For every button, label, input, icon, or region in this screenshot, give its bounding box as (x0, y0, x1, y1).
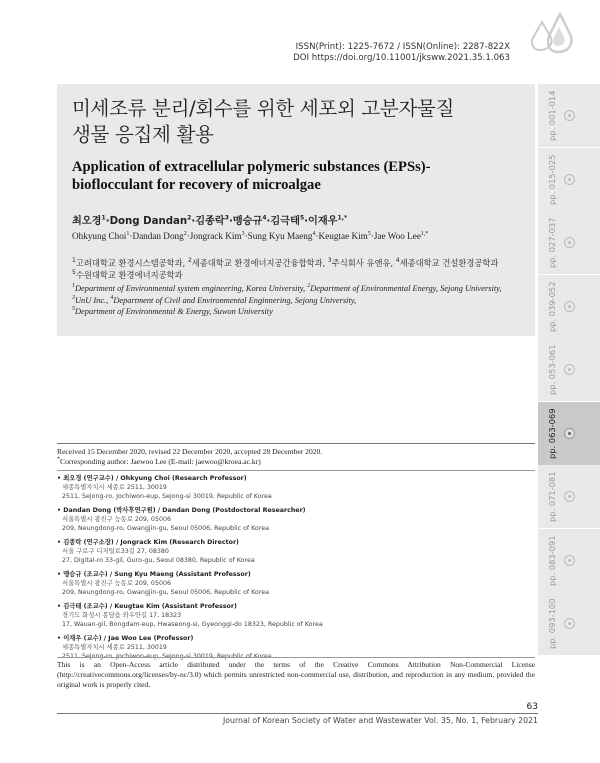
author-detail-name: • 김극태 (조교수) / Keugtae Kim (Assistant Professor) (57, 603, 237, 610)
page-tab[interactable] (538, 592, 600, 655)
page-tab[interactable] (538, 148, 600, 211)
tab-circle-icon (564, 618, 575, 629)
journal-footer: Journal of Korean Society of Water and Wastewater Vol. 35, No. 1, February 2021 (222, 716, 538, 725)
english-title-line: bioflocculant for recovery of microalgae (72, 177, 321, 193)
author-address-en: 209, Neungdong-ro, Gwangjin-gu, Seoul 05006, Republic of Korea (62, 525, 269, 532)
affiliation: 수원대학교 환경에너지공학과 (75, 269, 183, 280)
author-detail (57, 474, 535, 501)
tab-circle-icon (564, 364, 575, 375)
doi-line[interactable]: DOI https://doi.org/10.11001/jksww.2021.35.1.063 (293, 53, 510, 63)
author-address-en: 2511, Sejong-ro, Jochiwon-eup, Sejong-si 30019, Republic of Korea (62, 493, 272, 500)
page-number: 63 (526, 702, 538, 712)
author-detail-name-text: 이재우 (교수) / Jae Woo Lee (Professor) (63, 635, 194, 642)
page-tab-label: pp. 027-037 (547, 217, 557, 268)
tab-circle-icon (564, 491, 575, 502)
author-address-ko: 서울특별시 광진구 능동로 209, 05006 (62, 580, 171, 587)
affiliation: UnU Inc., (75, 295, 111, 305)
author-sup: 1,* (420, 230, 429, 237)
received-dates: Received 15 December 2020, revised 22 December 2020, accepted 28 December 2020. (57, 447, 323, 456)
page-tab[interactable] (538, 275, 600, 338)
korean-title-line: 미세조류 분리/회수를 위한 세포외 고분자물질 (72, 97, 455, 120)
author-sup: 3 (241, 230, 245, 237)
aff-sup: 4 (110, 294, 114, 301)
page-tab[interactable] (538, 84, 600, 147)
aff-sup: 5 (72, 306, 75, 313)
author-sup: 1,* (337, 214, 348, 222)
affiliation: 주식회사 유앤유, (331, 258, 396, 268)
affiliation: Department of Environmental & Energy, Suwon University (75, 307, 273, 316)
author-name: 맹승규 (232, 216, 263, 227)
author-address-ko: 세종특별자치시 세종로 2511, 30019 (62, 644, 167, 651)
author-address-en: 27, Digital-ro 33-gil, Guro-gu, Seoul 08380, Republic of Korea (62, 557, 255, 564)
aff-sup: 1 (72, 283, 75, 290)
issn-line: ISSN(Print): 1225-7672 / ISSN(Online): 2287-822X (295, 42, 510, 52)
license-text: This is an Open-Access article distributed under the terms of the Creative Commons Attribution Non-Commercial License (http://creativecommons.org/licenses/by-nc/3.0) which permits unrestricted non-commercial use, distribution, and reproduction in any medium, provided the original work is properly cited. (57, 660, 535, 689)
author-detail-name: • 이재우 (교수) / Jae Woo Lee (Professor) (57, 635, 194, 642)
page-tab-label: pp. 039-052 (547, 280, 557, 332)
page-tab-active[interactable] (538, 402, 600, 465)
author-address-en: 209, Neungdong-ro, Gwangjin-gu, Seoul 05006, Republic of Korea (62, 589, 269, 596)
author-name: Dong Dandan (109, 216, 188, 227)
author-address-ko: 서울 구로구 디지털로33길 27, 08380 (62, 548, 169, 555)
affiliation: Department of Environmental system engineering, Korea University, (75, 284, 308, 293)
aff-sup: 2 (307, 283, 311, 290)
aff-sup: 3 (72, 294, 75, 301)
aff-sup: 3 (327, 257, 332, 265)
author-detail-name-text: 김종락 (연구소장) / Jongrack Kim (Research Director) (63, 539, 239, 546)
aff-sup: 5 (72, 268, 76, 276)
author-detail-name: • 맹승규 (조교수) / Sung Kyu Maeng (Assistant Professor) (57, 571, 251, 578)
aff-sup: 2 (187, 257, 192, 265)
author-detail (57, 538, 535, 565)
author-address-ko: 경기도 화성시 봉담읍 와우안길 17, 18323 (62, 612, 182, 619)
author-name: 김극태 (270, 216, 300, 227)
page-tab-label: pp. 001-014 (547, 90, 557, 141)
page-tab[interactable] (538, 529, 600, 592)
author-name: 이재우 (308, 216, 338, 227)
aff-sup: 4 (395, 257, 400, 265)
corresponding-text: Corresponding author: Jaewoo Lee (E-mail: jaewoo@kroea.ac.kr) (60, 457, 261, 466)
page-tab-label: pp. 063-069 (547, 407, 557, 459)
author-detail-name-text: 김극태 (조교수) / Keugtae Kim (Assistant Professor) (63, 603, 237, 610)
english-title (72, 158, 522, 194)
page-tab-label: pp. 093-100 (547, 598, 557, 649)
affiliation: 고려대학교 환경시스템공학과, (75, 258, 188, 268)
divider (57, 443, 535, 444)
corresponding-mark: * (57, 456, 60, 463)
author-sup: 1 (101, 214, 106, 222)
author-sup: 5 (367, 230, 371, 237)
page-tab-label: pp. 083-091 (547, 534, 557, 586)
author-sup: 5 (299, 214, 305, 222)
author-detail-name-text: Dandan Dong (박사후연구원) / Dandan Dong (Postdoctoral Researcher) (63, 507, 306, 514)
tab-circle-icon (564, 110, 575, 121)
affiliation: 세종대학교 건설환경공학과 (399, 258, 499, 268)
footer-divider (57, 713, 538, 714)
author-detail (57, 506, 535, 533)
tab-circle-icon (564, 174, 575, 185)
page-tab-label: pp. 053-061 (547, 344, 557, 395)
divider (57, 470, 535, 471)
author-sup: 2 (187, 214, 192, 222)
tab-circle-icon (564, 555, 575, 566)
author-sup: 3 (224, 214, 229, 222)
author-address-en: 2511, Sejong-ro, Jochiwon-eup, Sejong-si 30019, Republic of Korea (62, 653, 272, 660)
author-name: Dandan Dong (132, 231, 184, 241)
divider (57, 657, 535, 658)
korean-author-list: 최오경$^1$·Dong Dandan$^2$·김종락$^3$·맹승규$^4$·김극태$^5$·이재우$^{1,*}$ (72, 214, 348, 227)
author-details-list (57, 474, 535, 666)
author-detail-name: • Dandan Dong (박사후연구원) / Dandan Dong (Postdoctoral Researcher) (57, 507, 306, 514)
author-detail-name-text: 최오경 (연구교수) / Ohkyung Choi (Research Professor) (63, 475, 247, 482)
author-sup: 4 (262, 214, 267, 222)
author-sup: 4 (312, 230, 316, 237)
page-tab-label: pp. 015-025 (547, 153, 557, 205)
tab-circle-icon (564, 237, 575, 248)
author-name: Keugtae Kim (318, 231, 368, 241)
korean-affiliations (72, 258, 527, 281)
author-detail (57, 570, 535, 597)
author-detail-name: • 최오경 (연구교수) / Ohkyung Choi (Research Professor) (57, 475, 247, 482)
author-name: 최오경 (72, 216, 102, 227)
aff-sup: 1 (72, 257, 76, 265)
journal-drop-logo-icon (530, 10, 576, 54)
author-detail-name-text: 맹승규 (조교수) / Sung Kyu Maeng (Assistant Professor) (63, 571, 251, 578)
author-name: Sung Kyu Maeng (247, 231, 313, 241)
author-detail (57, 602, 535, 629)
author-address-ko: 세종특별자치시 세종로 2511, 30019 (62, 484, 167, 491)
author-name: 김종락 (195, 216, 225, 227)
page-tab[interactable] (538, 465, 600, 528)
affiliation: 세종대학교 환경에너지공간융합학과, (191, 258, 328, 268)
author-name: Ohkyung Choi (72, 231, 127, 241)
author-sup: 2 (183, 230, 187, 237)
korean-title (72, 96, 522, 148)
korean-title-line: 생물 응집제 활용 (72, 123, 214, 146)
author-address-en: 17, Wauan-gil, Bongdam-eup, Hwaseong-si, Gyeonggi-do 18323, Republic of Korea (62, 621, 323, 628)
page-tab-label: pp. 071-081 (547, 471, 557, 522)
page-tab[interactable] (538, 211, 600, 274)
corresponding-author (57, 457, 261, 467)
page-tab[interactable] (538, 338, 600, 401)
affiliation: Department of Environmental Energy, Sejong University, (310, 284, 502, 293)
english-title-line: Application of extracellular polymeric substances (EPSs)- (72, 159, 431, 175)
author-sup: 1 (126, 230, 130, 237)
issue-page-tabs (538, 84, 600, 656)
author-detail-name: • 김종락 (연구소장) / Jongrack Kim (Research Director) (57, 539, 239, 546)
author-address-ko: 서울특별시 광진구 능동로 209, 05006 (62, 516, 171, 523)
tab-circle-icon (564, 428, 575, 439)
issn-doi-block (293, 42, 510, 64)
author-name: Jae Woo Lee (373, 231, 421, 241)
english-author-list: Ohkyung Choi$^1$·Dandan Dong$^2$·Jongrack Kim$^3$·Sung Kyu Maeng$^4$·Keugtae Kim$^5$·Jae Woo Lee$^{1,*}$ (72, 230, 429, 241)
english-affiliations (72, 283, 527, 318)
affiliation: Department of Civil and Environmental Enginnering, Sejong University, (113, 295, 357, 305)
author-name: Jongrack Kim (189, 231, 242, 241)
tab-circle-icon (564, 301, 575, 312)
